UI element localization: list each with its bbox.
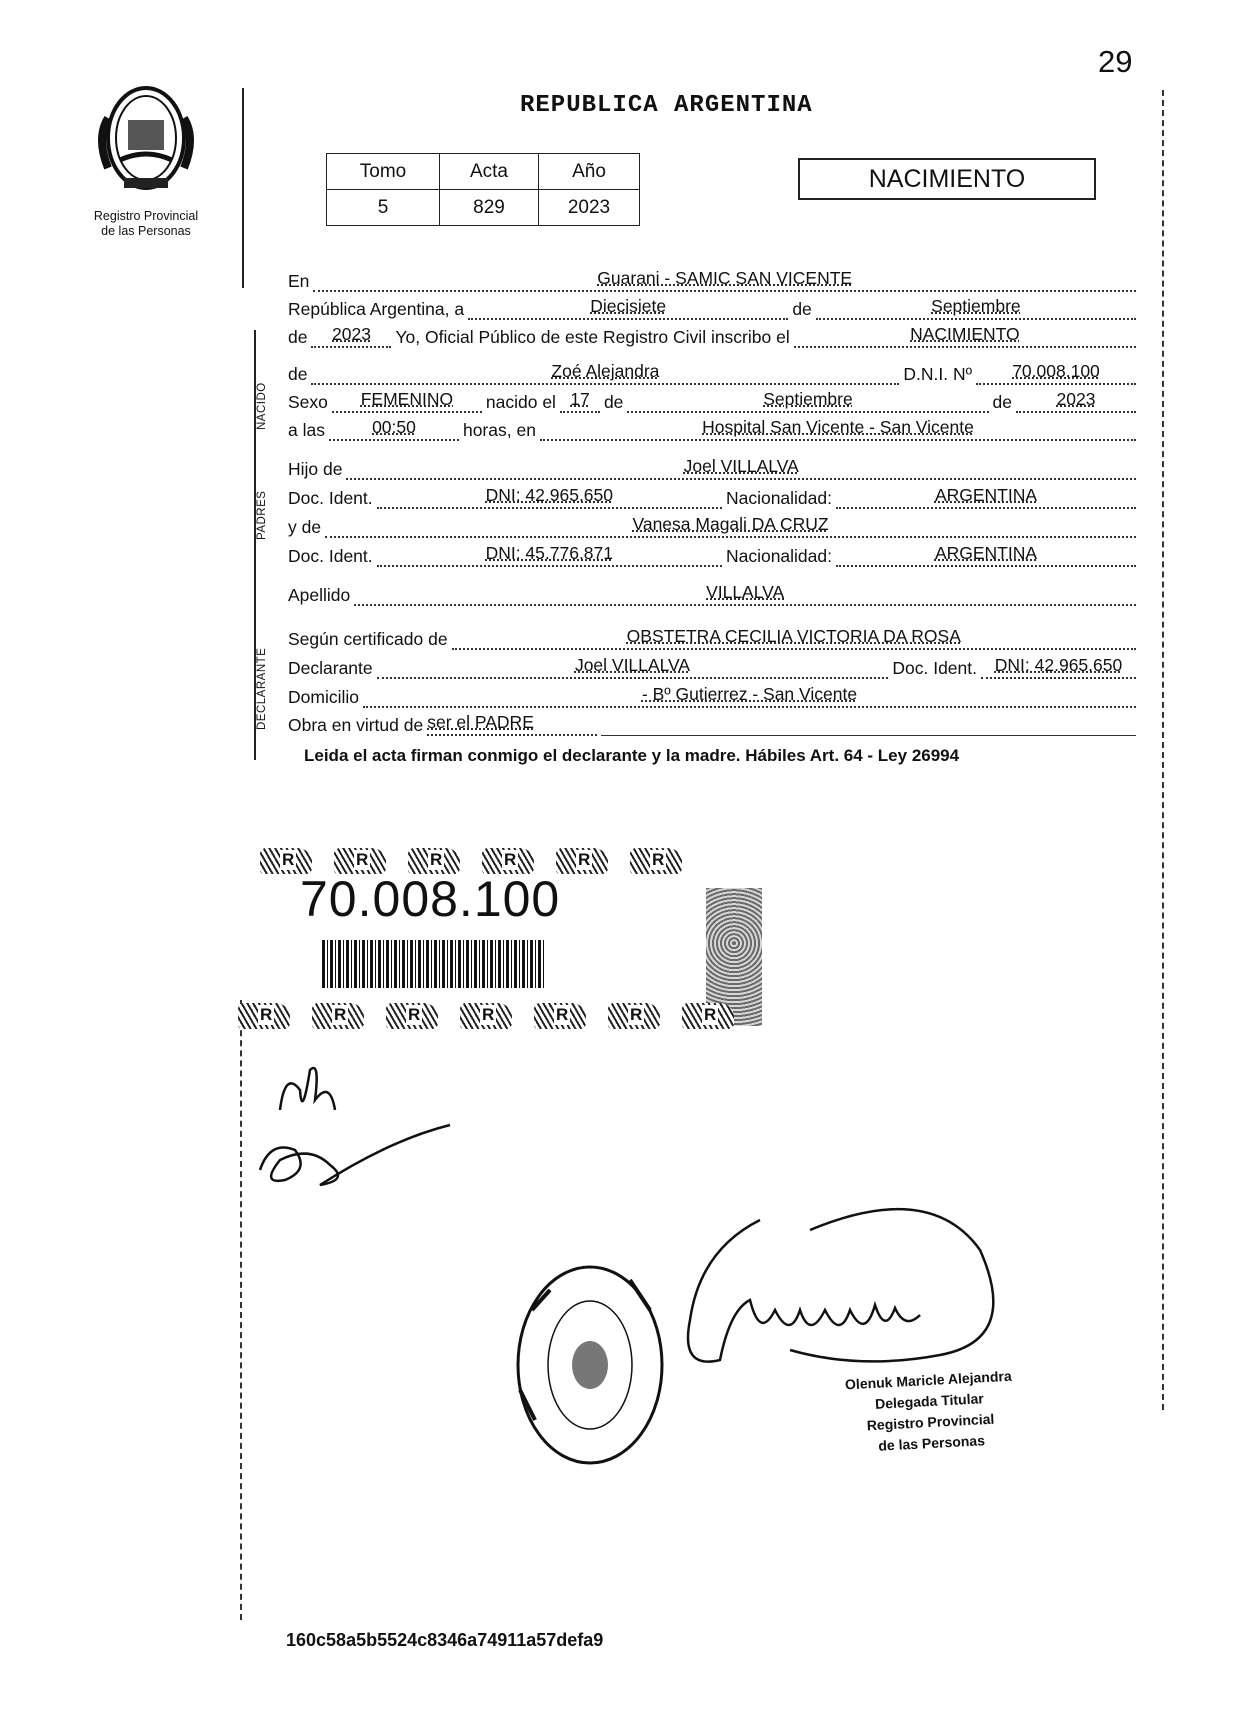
certificado-label: Según certificado de bbox=[288, 629, 448, 649]
registry-r-icon bbox=[238, 1003, 290, 1029]
registrar-name: Olenuk Maricle Alejandra bbox=[844, 1367, 1013, 1393]
row-declarante bbox=[288, 651, 1140, 679]
province-seal-icon bbox=[86, 78, 206, 200]
birth-year-value: 2023 bbox=[1056, 389, 1096, 409]
year-de-label: de bbox=[288, 327, 308, 347]
domicilio-value: - Bº Gutierrez - San Vicente bbox=[641, 684, 858, 704]
row-obra bbox=[288, 708, 1140, 736]
madre-doc-value: DNI: 45.776.871 bbox=[485, 543, 614, 563]
row-hora bbox=[288, 413, 1140, 441]
en-value: Guarani - SAMIC SAN VICENTE bbox=[597, 268, 853, 288]
obra-value: ser el PADRE bbox=[427, 712, 534, 732]
barcode-icon bbox=[322, 940, 544, 988]
padre-value: Joel VILLALVA bbox=[683, 456, 799, 476]
sexo-label: Sexo bbox=[288, 392, 328, 412]
page-number: 29 bbox=[1098, 44, 1133, 79]
registrar-signature-block bbox=[798, 1363, 1062, 1460]
anio-value: 2023 bbox=[539, 190, 640, 226]
padre-label: Hijo de bbox=[288, 459, 343, 479]
registry-label-line1: Registro Provincial bbox=[93, 209, 199, 223]
row-madre bbox=[288, 510, 1140, 538]
nombre-value: Zoé Alejandra bbox=[551, 361, 660, 381]
left-rule bbox=[242, 88, 244, 288]
row-madre-doc bbox=[288, 539, 1140, 567]
declarant-signature-icon bbox=[240, 1050, 440, 1200]
madre-nacionalidad: ARGENTINA bbox=[934, 543, 1038, 563]
acta-value: 829 bbox=[440, 190, 539, 226]
side-label-padres: PADRES bbox=[256, 490, 268, 540]
declarante-label: Declarante bbox=[288, 658, 373, 678]
dni-label: D.N.I. Nº bbox=[903, 364, 972, 384]
right-dashed-rule bbox=[1162, 90, 1164, 1410]
lugar-value: Hospital San Vicente - San Vicente bbox=[702, 417, 974, 437]
side-label-nacido: NACIDO bbox=[256, 382, 268, 430]
registry-r-icon bbox=[630, 848, 682, 874]
registry-r-icon bbox=[556, 848, 608, 874]
anio-header: Año bbox=[539, 154, 640, 190]
row-certificado bbox=[288, 622, 1140, 650]
security-number: 70.008.100 bbox=[300, 871, 561, 927]
tomo-value: 5 bbox=[327, 190, 440, 226]
row-year bbox=[288, 320, 1140, 348]
padre-doc-value: DNI: 42.965.650 bbox=[485, 485, 614, 505]
tomo-header: Tomo bbox=[327, 154, 440, 190]
registry-label-line2: de las Personas bbox=[101, 224, 191, 238]
nombre-label: de bbox=[288, 364, 308, 384]
nacido-label: nacido el bbox=[485, 392, 556, 412]
doc-type-box: NACIMIENTO bbox=[798, 158, 1096, 200]
madre-label: y de bbox=[288, 517, 322, 537]
sexo-value: FEMENINO bbox=[360, 389, 454, 409]
side-label-declarante: DECLARANTE bbox=[256, 647, 268, 730]
padre-nacionalidad: ARGENTINA bbox=[934, 485, 1038, 505]
row-padre bbox=[288, 452, 1140, 480]
dni-value: 70.008.100 bbox=[1012, 361, 1100, 381]
declarante-doc-value: DNI: 42.965.650 bbox=[994, 655, 1123, 675]
registry-label bbox=[86, 209, 206, 239]
declarante-value: Joel VILLALVA bbox=[574, 655, 691, 675]
row-domicilio bbox=[288, 680, 1140, 708]
row-en bbox=[288, 264, 1140, 292]
year-value: 2023 bbox=[332, 324, 371, 344]
certificado-value: OBSTETRA CECILIA VICTORIA DA ROSA bbox=[626, 626, 961, 646]
security-strip-bottom bbox=[238, 1003, 734, 1033]
document-title: REPUBLICA ARGENTINA bbox=[520, 92, 813, 119]
hora-label: a las bbox=[288, 420, 325, 440]
obra-label: Obra en virtud de bbox=[288, 715, 424, 735]
acta-header: Acta bbox=[440, 154, 539, 190]
row-padre-doc bbox=[288, 481, 1140, 509]
registry-r-icon bbox=[312, 1003, 364, 1029]
registrar-role: Delegada Titular bbox=[874, 1390, 985, 1412]
horas-label: horas, en bbox=[462, 420, 536, 440]
de-label: de bbox=[792, 299, 812, 319]
apellido-value: VILLALVA bbox=[706, 582, 785, 602]
domicilio-label: Domicilio bbox=[288, 687, 359, 707]
registry-r-icon bbox=[608, 1003, 660, 1029]
madre-value: Vanesa Magali DA CRUZ bbox=[632, 514, 829, 534]
row-republica bbox=[288, 292, 1140, 320]
row-nombre bbox=[288, 357, 1140, 385]
inscribo-value: NACIMIENTO bbox=[910, 324, 1020, 344]
birth-month-value: Septiembre bbox=[763, 389, 853, 409]
month-value: Septiembre bbox=[931, 296, 1021, 316]
row-apellido bbox=[288, 578, 1140, 606]
row-sexo bbox=[288, 385, 1140, 413]
registry-logo bbox=[86, 78, 206, 239]
legal-legend: Leida el acta firman conmigo el declarante y la madre. Hábiles Art. 64 - Ley 26994 bbox=[304, 746, 960, 765]
en-label: En bbox=[288, 271, 310, 291]
registry-r-icon bbox=[460, 1003, 512, 1029]
registrar-org-line2: de las Personas bbox=[877, 1432, 986, 1454]
registry-table bbox=[326, 153, 640, 226]
registrar-org-line1: Registro Provincial bbox=[866, 1410, 995, 1434]
hora-value: 00:50 bbox=[372, 417, 416, 437]
official-text: Yo, Oficial Público de este Registro Civil inscribo el bbox=[395, 327, 790, 347]
sexo-de2-label: de bbox=[992, 392, 1012, 412]
registry-r-icon bbox=[534, 1003, 586, 1029]
padre-nac-label: Nacionalidad: bbox=[725, 488, 832, 508]
registry-r-icon bbox=[682, 1003, 734, 1029]
hospital-stamp-icon bbox=[510, 1250, 690, 1490]
sexo-de1-label: de bbox=[603, 392, 624, 412]
padre-doc-label: Doc. Ident. bbox=[288, 488, 373, 508]
republica-label: República Argentina, a bbox=[288, 299, 465, 319]
madre-doc-label: Doc. Ident. bbox=[288, 546, 373, 566]
apellido-label: Apellido bbox=[288, 585, 351, 605]
birth-day-value: 17 bbox=[570, 389, 590, 409]
day-value: Diecisiete bbox=[590, 296, 667, 316]
registry-r-icon bbox=[386, 1003, 438, 1029]
document-hash: 160c58a5b5524c8346a74911a57defa9 bbox=[286, 1630, 604, 1650]
declarante-doc-label: Doc. Ident. bbox=[892, 658, 977, 678]
madre-nac-label: Nacionalidad: bbox=[725, 546, 832, 566]
